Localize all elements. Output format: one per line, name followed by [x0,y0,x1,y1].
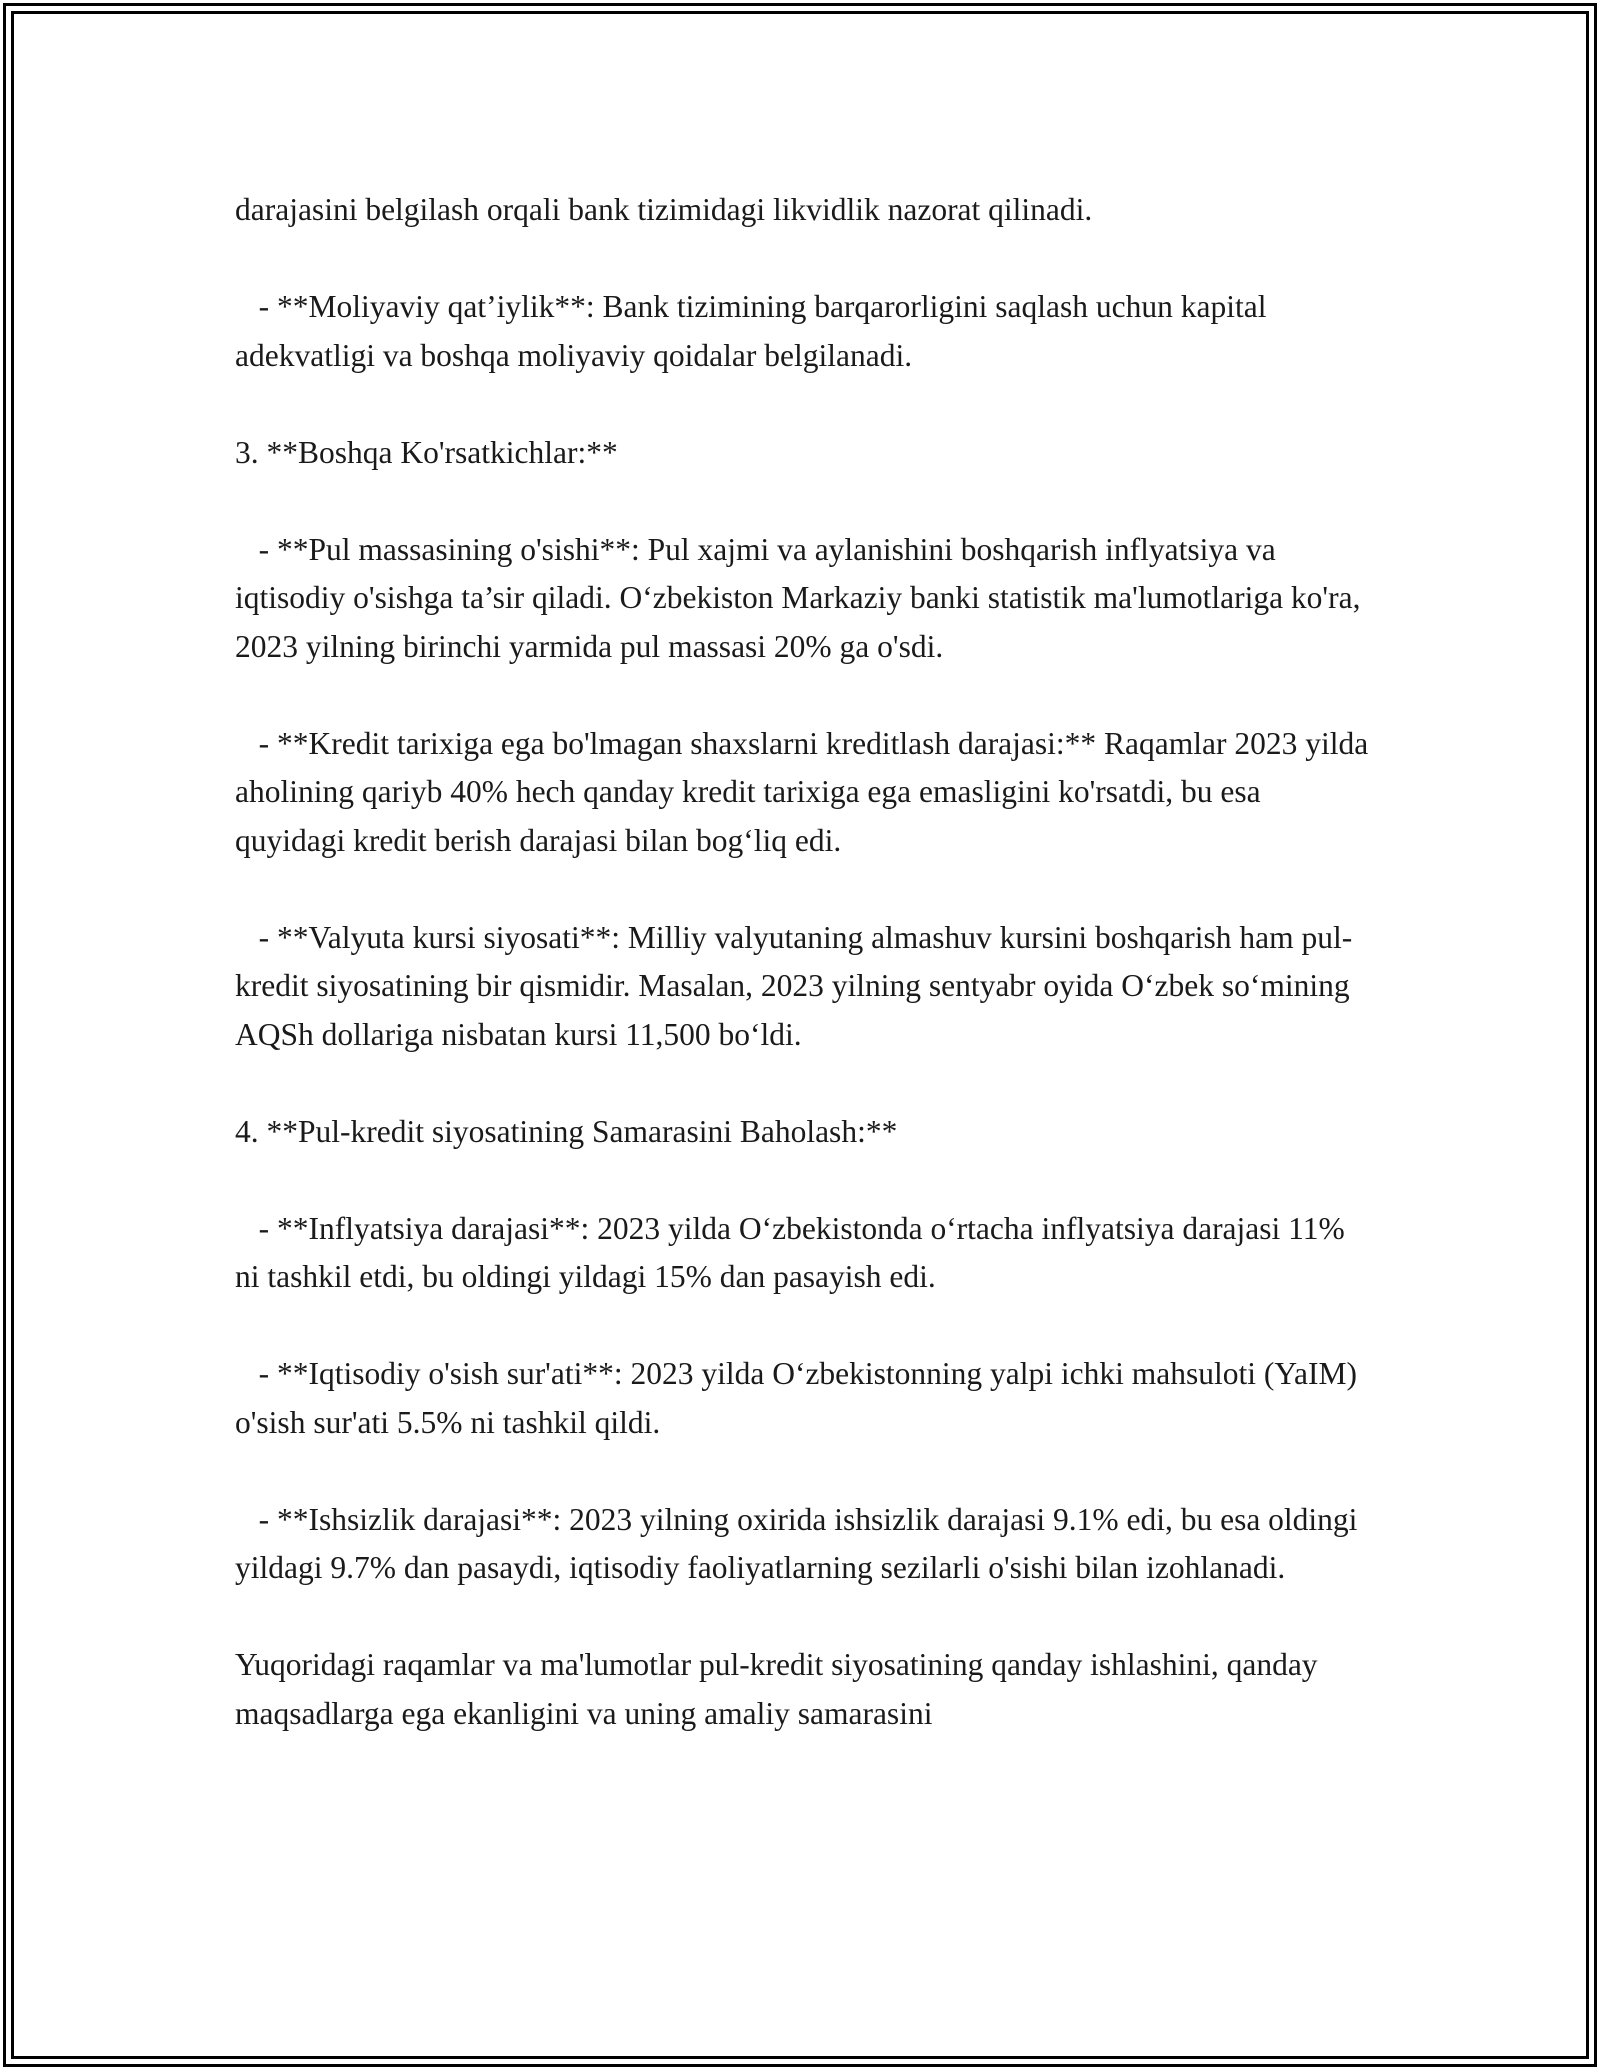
paragraph-inflation-rate: - **Inflyatsiya darajasi**: 2023 yilda O‘zbekistonda o‘rtacha inflyatsiya darajasi 11% ni tashkil etdi, bu oldingi yildagi 15% dan pasayish edi. [235,1210,1353,1294]
paragraph-financial-stability: - **Moliyaviy qat’iylik**: Bank tizimining barqarorligini saqlash uchun kapital adekvatligi va boshqa moliyaviy qoidalar belgilanadi. [235,289,1275,373]
paragraph-credit-history: - **Kredit tarixiga ega bo'lmagan shaxslarni kreditlash darajasi:** Raqamlar 2023 yilda aholining qariyb 40% hech qanday kredit tarixiga ega emasligini ko'rsatdi, bu esa quyidagi kredit berish darajasi bilan bog‘liq edi. [235,725,1377,858]
section-heading-policy-evaluation: 4. **Pul-kredit siyosatining Samarasini Baholash:** [235,1113,898,1149]
paragraph-money-supply: - **Pul massasining o'sishi**: Pul xajmi va aylanishini boshqarish inflyatsiya va iqtisodiy o'sishga ta’sir qiladi. O‘zbekiston Markaziy banki statistik ma'lumotlariga ko'ra, 2023 yilning birinchi yarmida pul massasi 20% ga o'sdi. [235,531,1369,664]
paragraph-unemployment: - **Ishsizlik darajasi**: 2023 yilning oxirida ishsizlik darajasi 9.1% edi, bu esa oldingi yildagi 9.7% dan pasaydi, iqtisodiy faoliyatlarning sezilarli o'sishi bilan izohlanadi. [235,1501,1366,1585]
document-body [235,186,1375,1738]
paragraph-gdp-growth: - **Iqtisodiy o'sish sur'ati**: 2023 yilda O‘zbekistonning yalpi ichki mahsuloti (YaIM) o'sish sur'ati 5.5% ni tashkil qildi. [235,1356,1365,1440]
paragraph-exchange-rate: - **Valyuta kursi siyosati**: Milliy valyutaning almashuv kursini boshqarish ham pul-kredit siyosatining bir qismidir. Masalan, 2023 yilning sentyabr oyida O‘zbek so‘mining AQSh dollariga nisbatan kursi 11,500 bo‘ldi. [235,919,1356,1052]
paragraph-liquidity-control: darajasini belgilash orqali bank tizimidagi likvidlik nazorat qilinadi. [235,192,1093,227]
section-heading-other-indicators: 3. **Boshqa Ko'rsatkichlar:** [235,434,618,470]
paragraph-conclusion: Yuqoridagi raqamlar va ma'lumotlar pul-kredit siyosatining qanday ishlashini, qanday maqsadlarga ega ekanligini va uning amaliy samarasini [235,1647,1326,1731]
